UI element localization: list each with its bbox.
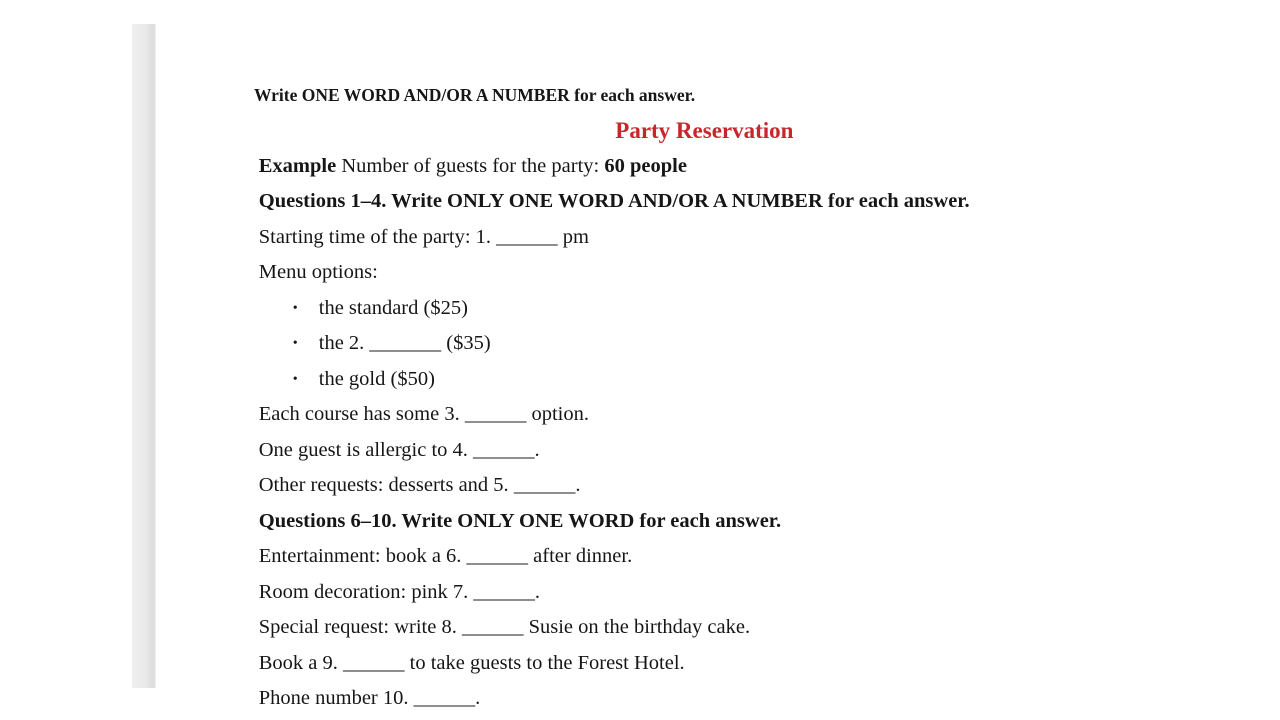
q7-pre-text: Room decoration: pink 7.: [258, 580, 474, 603]
q10-pre-text: Phone number 10.: [258, 687, 414, 709]
top-instruction-line: [228, 42, 1150, 105]
q3-post-text: option.: [526, 403, 589, 425]
bullet-icon: •: [292, 371, 298, 387]
q9-post-text: to take guests to the Forest Hotel.: [404, 651, 685, 674]
q10-answer-blank: ______: [413, 687, 476, 709]
q4-pre-text: One guest is allergic to 4.: [258, 438, 474, 461]
q8-post-text: Susie on the birthday cake.: [523, 616, 751, 638]
bullet-icon: •: [292, 336, 298, 351]
q1-post-text: pm: [557, 225, 589, 248]
q5-pre-text: Other requests: desserts and 5.: [258, 474, 514, 496]
menu-options-label: Menu options:: [258, 261, 378, 283]
q2-answer-blank: _______: [369, 332, 442, 354]
q3-answer-blank: ______: [464, 403, 527, 425]
q8-answer-blank: ______: [461, 616, 524, 638]
q9-answer-blank: ______: [343, 651, 405, 674]
q8-pre-text: Special request: write 8.: [258, 616, 462, 638]
worksheet-content: [228, 42, 1150, 709]
q4-answer-blank: ______: [473, 438, 535, 461]
questions-6-10-header-text: Questions 6–10. Write ONLY ONE WORD for each answer.: [258, 509, 782, 532]
bullet-icon: •: [292, 300, 298, 316]
q4-post-text: .: [534, 438, 540, 461]
q7-answer-blank: ______: [473, 580, 535, 603]
q5-answer-blank: ______: [513, 474, 576, 496]
questions-1-4-header-text: Questions 1–4. Write ONLY ONE WORD AND/OR A NUMBER for each answer.: [258, 190, 970, 212]
q7-post-text: .: [534, 580, 541, 603]
q6-pre-text: Entertainment: book a 6.: [258, 545, 467, 567]
q5-post-text: .: [575, 474, 581, 496]
bullet3-text: the gold ($50): [318, 367, 435, 390]
q2-post-text: ($35): [441, 332, 491, 354]
bullet1-text: the standard ($25): [318, 296, 468, 319]
q1-answer-blank: ______: [496, 225, 558, 248]
page-edge-strip: [132, 24, 156, 688]
q9-pre-text: Book a 9.: [258, 651, 344, 674]
example-label: Example: [258, 154, 337, 177]
example-middle-text: Number of guests for the party:: [336, 154, 605, 177]
worksheet-title: Party Reservation: [615, 118, 794, 143]
example-value: 60 people: [604, 154, 687, 177]
q1-pre-text: Starting time of the party: 1.: [258, 225, 497, 248]
q3-pre-text: Each course has some 3.: [258, 403, 465, 425]
q2-pre-text: the 2.: [318, 332, 370, 354]
q10-post-text: .: [475, 687, 481, 709]
q6-post-text: after dinner.: [528, 545, 633, 567]
q6-answer-blank: ______: [466, 545, 529, 567]
top-instruction-text: Write ONE WORD AND/OR A NUMBER for each answer.: [253, 84, 696, 105]
